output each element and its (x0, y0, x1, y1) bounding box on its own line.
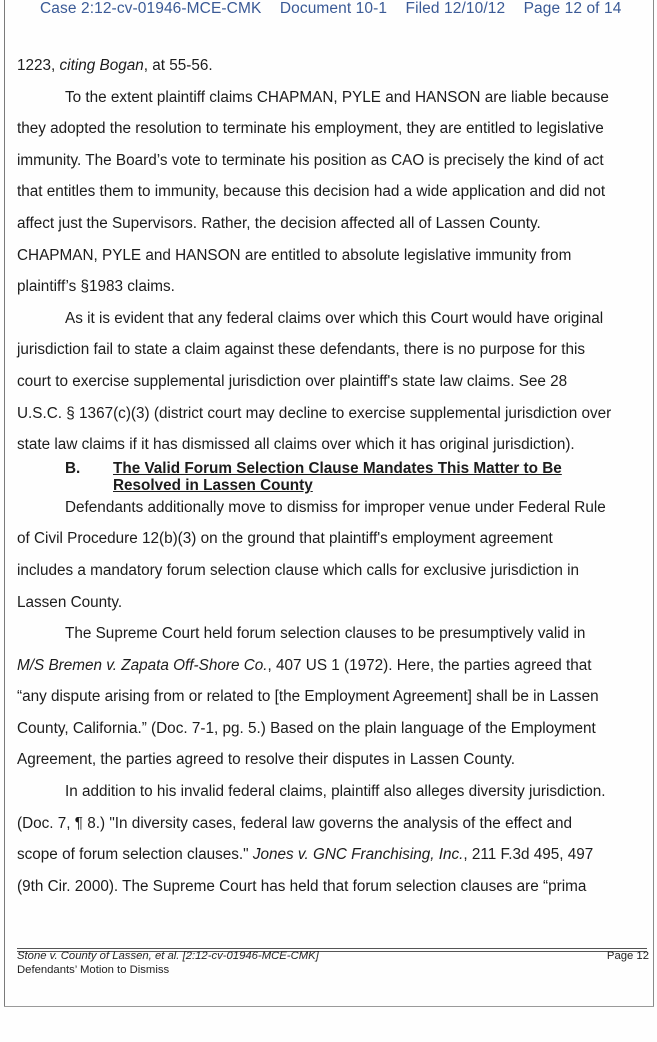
bottom-border (4, 1006, 654, 1007)
footer-rule (17, 948, 647, 949)
body-line: they adopted the resolution to terminate his employment, they are entitled to legislative (17, 120, 604, 138)
footer-caption: Stone v. County of Lassen, et al. [2:12-cv-01946-MCE-CMK] (17, 950, 319, 962)
paragraph-bremen (17, 618, 647, 776)
body-line: jurisdiction fail to state a claim against these defendants, there is no purpose for this (17, 341, 586, 359)
body-line: In addition to his invalid federal claims, plaintiff also alleges diversity jurisdiction. (65, 783, 606, 801)
section-heading (17, 460, 647, 492)
body-line: includes a mandatory forum selection clause which calls for exclusive jurisdiction in (17, 561, 579, 579)
body-line: (9th Cir. 2000). The Supreme Court has held that forum selection clauses are “prima (17, 877, 587, 895)
case-citation: Jones v. GNC Franchising, Inc. (252, 846, 464, 864)
ecf-header (40, 0, 647, 18)
paragraph-supplemental-jurisdiction (17, 303, 647, 461)
body-line: (Doc. 7, ¶ 8.) "In diversity cases, federal law governs the analysis of the effect and (17, 814, 572, 832)
footer-page-number: Page 12 (606, 950, 649, 962)
body-line: Defendants additionally move to dismiss for improper venue under Federal Rule (65, 498, 606, 516)
body-line: state law claims if it has dismissed all claims over which it has original jurisdiction). (17, 436, 575, 454)
paragraph-improper-venue (17, 492, 647, 618)
body-line: plaintiff’s §1983 claims. (17, 278, 175, 296)
case-citation: M/S Bremen v. Zapata Off-Shore Co. (17, 656, 268, 674)
section-title: The Valid Forum Selection Clause Mandates This Matter to Be Resolved in Lassen County (113, 459, 562, 494)
body-line: court to exercise supplemental jurisdiction over plaintiff's state law claims. See 28 (17, 372, 568, 390)
body-line: “any dispute arising from or related to [the Employment Agreement] shall be in Lassen (17, 688, 599, 706)
body-line: of Civil Procedure 12(b)(3) on the ground that plaintiff's employment agreement (17, 530, 553, 548)
body-line: CHAPMAN, PYLE and HANSON are entitled to absolute legislative immunity from (17, 246, 572, 264)
body-line: To the extent plaintiff claims CHAPMAN, PYLE and HANSON are liable because (65, 88, 609, 106)
paragraph-legislative-immunity (17, 82, 647, 303)
body-line: As it is evident that any federal claims over which this Court would have original (65, 309, 604, 327)
case-number: Case 2:12-cv-01946-MCE-CMK (40, 0, 262, 17)
filed-date: Filed 12/10/12 (405, 0, 506, 17)
page-count: Page 12 of 14 (523, 0, 622, 17)
body-line: Lassen County. (17, 593, 123, 611)
body-line: affect just the Supervisors. Rather, the decision affected all of Lassen County. (17, 214, 541, 232)
body-line: that entitles them to immunity, because this decision had a wide application and did not (17, 183, 606, 201)
body-line: Agreement, the parties agreed to resolve their disputes in Lassen County. (17, 751, 516, 769)
body-line: scope of forum selection clauses." Jones v. GNC Franchising, Inc., 211 F.3d 495, 497 (17, 846, 594, 864)
paragraph-diversity (17, 776, 647, 902)
right-margin-rule (653, 0, 654, 1007)
footer-document-title: Defendants’ Motion to Dismiss (17, 963, 170, 976)
body-line: County, California.” (Doc. 7-1, pg. 5.) Based on the plain language of the Employment (17, 719, 596, 737)
body-line: M/S Bremen v. Zapata Off-Shore Co., 407 US 1 (1972). Here, the parties agreed that (17, 656, 592, 674)
page-footer (17, 950, 649, 977)
document-body (17, 50, 647, 902)
section-letter: B. (65, 459, 81, 477)
body-line: The Supreme Court held forum selection clauses to be presumptively valid in (65, 625, 586, 643)
body-line: 1223, citing Bogan, at 55-56. (17, 57, 213, 74)
document-number: Document 10-1 (279, 0, 388, 17)
left-margin-rule (4, 0, 5, 1007)
citation: citing Bogan (59, 57, 144, 74)
body-line: U.S.C. § 1367(c)(3) (district court may decline to exercise supplemental jurisdiction over (17, 404, 612, 422)
body-line: immunity. The Board’s vote to terminate his position as CAO is precisely the kind of act (17, 151, 604, 169)
